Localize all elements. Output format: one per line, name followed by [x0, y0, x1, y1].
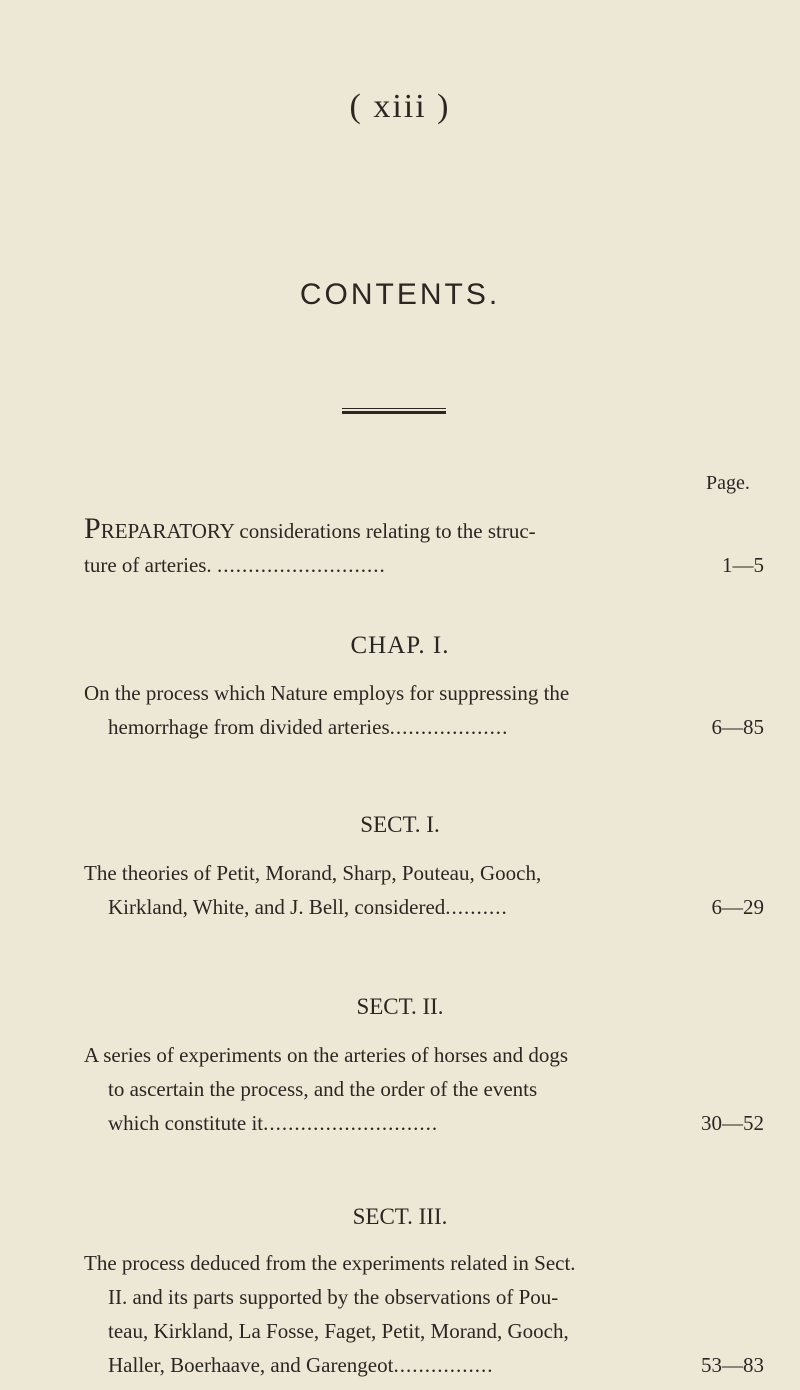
- chapter-heading: CHAP. I.: [350, 632, 450, 659]
- entry-text: A series of experiments on the arteries of horses and dogs: [84, 1043, 569, 1067]
- entry-line: [84, 548, 764, 582]
- entry-pages: 53—83: [701, 1353, 764, 1377]
- entry-pages: 6—85: [711, 715, 764, 739]
- entry-text: teau, Kirkland, La Fosse, Faget, Petit, Morand, Gooch,: [108, 1319, 569, 1343]
- entry-text: to ascertain the process, and the order of the events: [108, 1077, 538, 1101]
- entry-line: [84, 1106, 764, 1140]
- entry-pages: 6—29: [711, 895, 764, 919]
- toc-entry-sect-1: [84, 856, 764, 924]
- toc-entry-chap-1: [84, 676, 764, 744]
- entry-line: [84, 1348, 764, 1382]
- entry-text: hemorrhage from divided arteries: [108, 715, 390, 739]
- contents-title: CONTENTS.: [299, 278, 501, 311]
- toc-entry-preparatory: [84, 512, 764, 582]
- entry-line: [84, 676, 764, 710]
- entry-line: [84, 1072, 764, 1106]
- ornamental-rule: [342, 408, 446, 414]
- entry-pages: 1—5: [722, 553, 764, 577]
- entry-line: [84, 890, 764, 924]
- entry-line: [84, 710, 764, 744]
- entry-text: On the process which Nature employs for suppressing the: [84, 681, 570, 705]
- entry-line: [84, 1038, 764, 1072]
- leader-dots: ...................: [389, 715, 509, 739]
- leader-dots: ............................: [263, 1111, 439, 1135]
- entry-text: Kirkland, White, and J. Bell, considered: [108, 895, 446, 919]
- entry-text: The process deduced from the experiments related in Sect.: [84, 1251, 576, 1275]
- entry-text: REPARATORY considerations relating to the struc-: [100, 519, 536, 543]
- leader-dots: ................: [393, 1353, 494, 1377]
- toc-entry-sect-2: [84, 1038, 764, 1140]
- toc-entry-sect-3: [84, 1246, 764, 1382]
- entry-line: [84, 1280, 764, 1314]
- entry-text: which constitute it: [108, 1111, 264, 1135]
- leader-dots: ...........................: [216, 553, 386, 577]
- entry-line: [84, 1246, 764, 1280]
- entry-text: II. and its parts supported by the observations of Pou-: [108, 1285, 559, 1309]
- entry-line: PREPARATORY considerations relating to the struc-: [84, 512, 536, 545]
- page-folio: ( xiii ): [349, 88, 451, 125]
- entry-text: Haller, Boerhaave, and Garengeot: [108, 1353, 394, 1377]
- entry-line: [84, 856, 764, 890]
- entry-text: The theories of Petit, Morand, Sharp, Pouteau, Gooch,: [84, 861, 542, 885]
- leader-dots: ..........: [445, 895, 508, 919]
- page-column-header: Page.: [706, 472, 750, 494]
- entry-line: [84, 1314, 764, 1348]
- section-heading: SECT. II.: [356, 994, 444, 1019]
- entry-text: ture of arteries.: [84, 553, 212, 577]
- entry-pages: 30—52: [701, 1111, 764, 1135]
- section-heading: SECT. I.: [360, 812, 440, 837]
- section-heading: SECT. III.: [352, 1204, 448, 1229]
